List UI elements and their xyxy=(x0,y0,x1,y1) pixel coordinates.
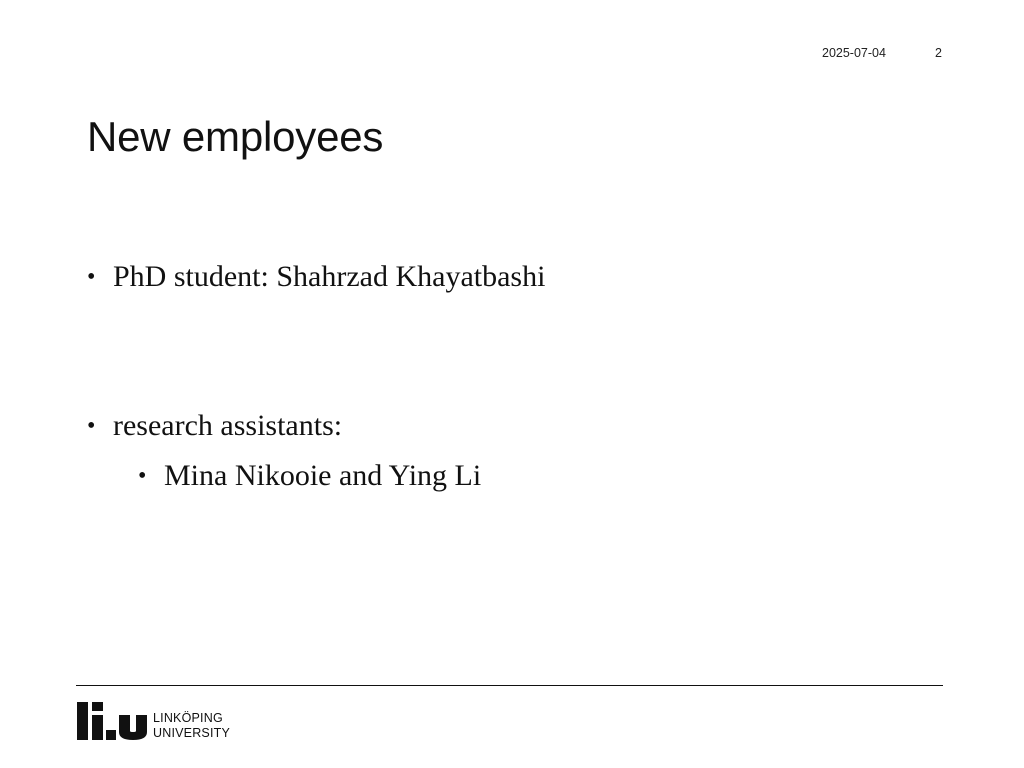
university-logo xyxy=(77,702,247,742)
slide-date: 2025-07-04 xyxy=(822,46,886,60)
slide-title: New employees xyxy=(87,113,384,160)
logo-line-1: LINKÖPING xyxy=(153,711,223,725)
bullet-item-phd-student xyxy=(87,262,545,292)
sub-bullet-text: Mina Nikooie and Ying Li xyxy=(164,459,482,492)
logo-wordmark xyxy=(153,711,230,741)
bullet-item-research-assistants xyxy=(87,411,342,441)
bullet-text: research assistants: xyxy=(113,409,343,442)
bullet-dot-icon: • xyxy=(87,413,96,439)
bullet-text: PhD student: Shahrzad Khayatbashi xyxy=(113,260,546,293)
sub-bullet-item-assistant-names xyxy=(138,461,481,491)
bullet-dot-icon: • xyxy=(87,264,96,290)
footer-divider xyxy=(76,685,943,686)
bullet-dot-icon: • xyxy=(138,463,147,489)
liu-logo-icon xyxy=(77,702,149,740)
slide-number: 2 xyxy=(935,46,942,60)
logo-line-2: UNIVERSITY xyxy=(153,726,231,740)
